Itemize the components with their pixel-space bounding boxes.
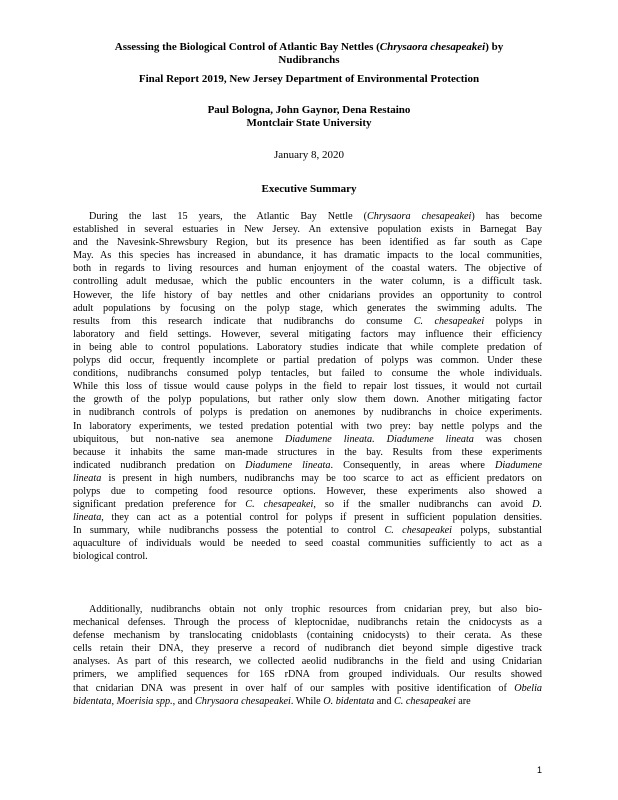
text-line: lineata, they can act as a potential control for polyps if present in sufficient population densities.: [73, 512, 542, 524]
text-line: because it inhabits the same man-made structures in the bay. Results from these experiments: [73, 446, 542, 458]
text-line: results from this research indicate that nudibranchs do consume C. chesapeakei polyps in: [73, 315, 542, 327]
text-line: cells retain their DNA, they preserve a record of nudibranch diet beyond simple digestive track: [73, 643, 542, 655]
institution: Montclair State University: [246, 117, 372, 129]
title-line-1: Assessing the Biological Control of Atlantic Bay Nettles (Chrysaora chesapeakei) by: [114, 41, 504, 53]
text-line: May. As this species has increased in abundance, it has dramatic impacts to the local communities,: [73, 250, 542, 262]
text-line: that cnidarian DNA was present in over half of our samples with positive identification of Obelia: [73, 682, 542, 694]
page-number: 1: [537, 765, 543, 775]
text-line: polyps due to competing food resource options. However, these experiments also showed a: [73, 485, 542, 497]
text-line: in being able to control populations. Laboratory studies indicate that while complete predation of: [73, 341, 542, 353]
text-line: adult populations by focusing on the polyp stage, which generates the swimming adults. The: [73, 302, 542, 314]
text-line: Additionally, nudibranchs obtain not only trophic resources from cnidarian prey, but also bio-: [89, 604, 542, 615]
text-line: bidentata, Moerisia spp., and Chrysaora chesapeakei. While O. bidentata and C. chesapeakei are: [73, 695, 471, 707]
authors: Paul Bologna, John Gaynor, Dena Restaino: [207, 104, 411, 116]
executive-summary-paragraph-1: [73, 210, 542, 564]
text-line: indicated nudibranch predation on Diadumene lineata. Consequently, in areas where Diadumene: [73, 459, 542, 471]
text-line: mechanical defenses. Through the process of kleptocnidae, nudibranchs retain the cnidocysts as a: [73, 617, 542, 629]
text-line: ubiquitous, but non-native sea anemone Diadumene lineata. Diadumene lineata was chosen: [73, 433, 542, 445]
text-line: biological control.: [73, 551, 148, 563]
report-subtitle: Final Report 2019, New Jersey Department of Environmental Protection: [138, 73, 480, 85]
text-line: While this loss of tissue would cause polyps in the field to repair lost tissues, it would not curtail: [73, 381, 542, 393]
text-line: polyps did occur, frequently incomplete or partial predation of polyps was common. Under these: [73, 355, 542, 367]
text-line: both in regards to living resources and human enjoyment of the coastal waters. The objective of: [73, 263, 542, 275]
text-line: laboratory and field settings. However, several mitigating factors may influence their efficiency: [73, 328, 542, 340]
text-line: In summary, while nudibranchs possess the potential to control C. chesapeakei polyps, substantial: [73, 525, 542, 537]
report-title: [60, 41, 558, 67]
species-name: Chrysaora chesapeakei: [379, 41, 486, 53]
text-line: lineata is present in high numbers, nudibranchs may be too scarce to act as efficient predators on: [73, 472, 542, 484]
text-line: significant predation preference for C. chesapeakei, so if the smaller nudibranchs can avoid D.: [73, 499, 543, 511]
text-line: established in several estuaries in New Jersey. An extensive population exists in Barnegat Bay: [73, 224, 542, 236]
text-line: and the Navesink-Shrewsbury Region, but its presence has been identified as far south as Cape: [73, 237, 542, 249]
text-line: the growth of the polyp populations, but rather only slow them down. Another mitigating factor: [73, 394, 542, 406]
text-line: In laboratory experiments, we tested predation potential with two prey: bay nettle polyps and the: [73, 420, 542, 432]
text-line: During the last 15 years, the Atlantic Bay Nettle (Chrysaora chesapeakei) has become: [89, 211, 542, 222]
text-line: However, the life history of bay nettles and other cnidarians provides an opportunity to control: [73, 289, 542, 301]
author-block: [60, 104, 558, 130]
text-line: defense mechanism by translocating cnidoblasts (containing cnidocysts) to their cerata. As these: [73, 630, 542, 642]
section-heading: Executive Summary: [261, 183, 357, 195]
text-line: analyses. As part of this research, we collected aeolid nudibranchs in the field and using Cnidarian: [73, 656, 542, 668]
text-line: in nudibranch controls of polyps is predation on anemones by nudibranchs in choice experiments.: [73, 407, 542, 419]
executive-summary-paragraph-2: [73, 603, 542, 708]
report-date: January 8, 2020: [274, 149, 344, 161]
title-line-2: Nudibranchs: [278, 54, 340, 66]
text-line: controlling adult medusae, which the public encounters in the water column, is a difficult task.: [73, 276, 542, 288]
text-line: primers, we amplified sequences for 16S rDNA from grouped individuals. Our results showed: [73, 669, 542, 681]
text-line: conditions, nudibranchs consumed polyp tentacles, but failed to consume the whole individuals.: [73, 368, 542, 380]
text-line: aquaculture of individuals would be needed to seed coastal communities sufficiently to act as a: [73, 538, 542, 550]
